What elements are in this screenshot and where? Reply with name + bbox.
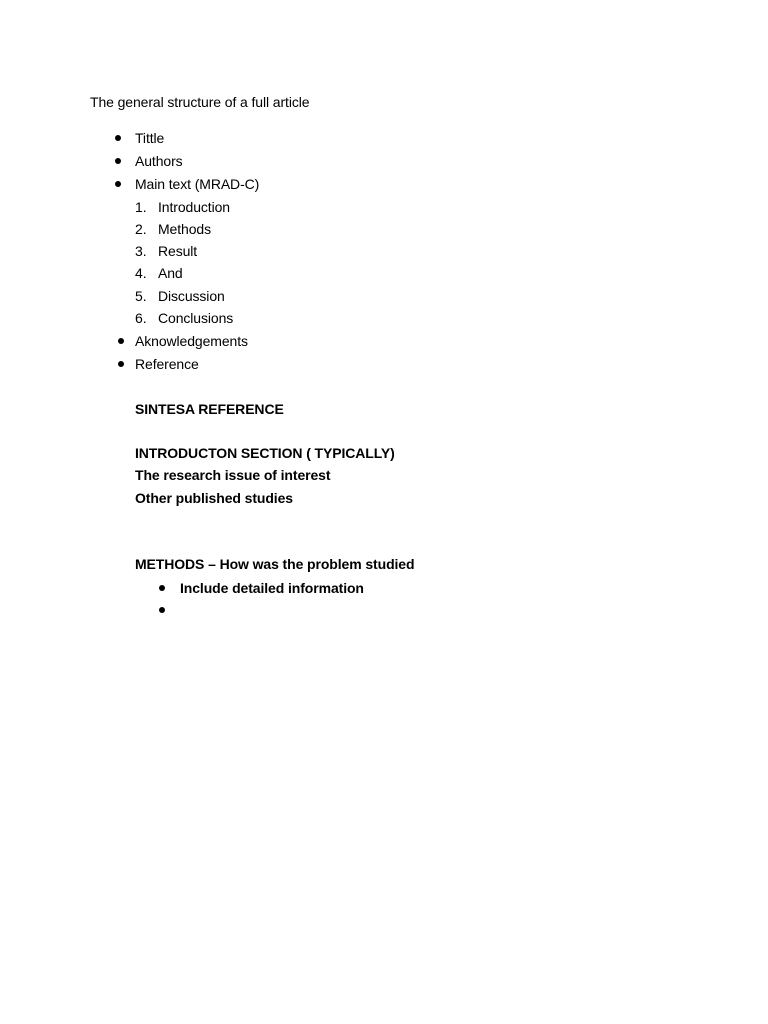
bullet-dot-icon: [118, 338, 124, 344]
list-number: 6.: [135, 310, 147, 326]
intro-line: The research issue of interest: [135, 467, 331, 483]
list-number: 3.: [135, 243, 147, 259]
list-item: Conclusions: [158, 310, 234, 326]
list-item: And: [158, 265, 183, 281]
bullet-dot-icon: [159, 607, 165, 613]
bullet-dot-icon: [115, 135, 121, 141]
list-number: 5.: [135, 288, 147, 304]
list-item: Discussion: [158, 288, 225, 304]
list-item: Reference: [135, 356, 199, 372]
list-item: Methods: [158, 221, 211, 237]
list-item: Authors: [135, 153, 183, 169]
list-item: Include detailed information: [180, 580, 364, 596]
list-number: 1.: [135, 199, 147, 215]
bullet-dot-icon: [115, 158, 121, 164]
list-item: Tittle: [135, 130, 165, 146]
list-item: Main text (MRAD-C): [135, 176, 260, 192]
section-title-methods: METHODS – How was the problem studied: [135, 556, 415, 572]
bullet-dot-icon: [118, 361, 124, 367]
intro-line: Other published studies: [135, 490, 293, 506]
section-title-introduction: INTRODUCTON SECTION ( TYPICALLY): [135, 445, 395, 461]
bullet-dot-icon: [159, 585, 165, 591]
bullet-dot-icon: [115, 181, 121, 187]
list-item: Introduction: [158, 199, 230, 215]
list-number: 4.: [135, 265, 147, 281]
list-number: 2.: [135, 221, 147, 237]
list-item: Aknowledgements: [135, 333, 248, 349]
section-title-sintesa: SINTESA REFERENCE: [135, 401, 284, 417]
list-item: Result: [158, 243, 198, 259]
document-heading: The general structure of a full article: [90, 94, 310, 110]
